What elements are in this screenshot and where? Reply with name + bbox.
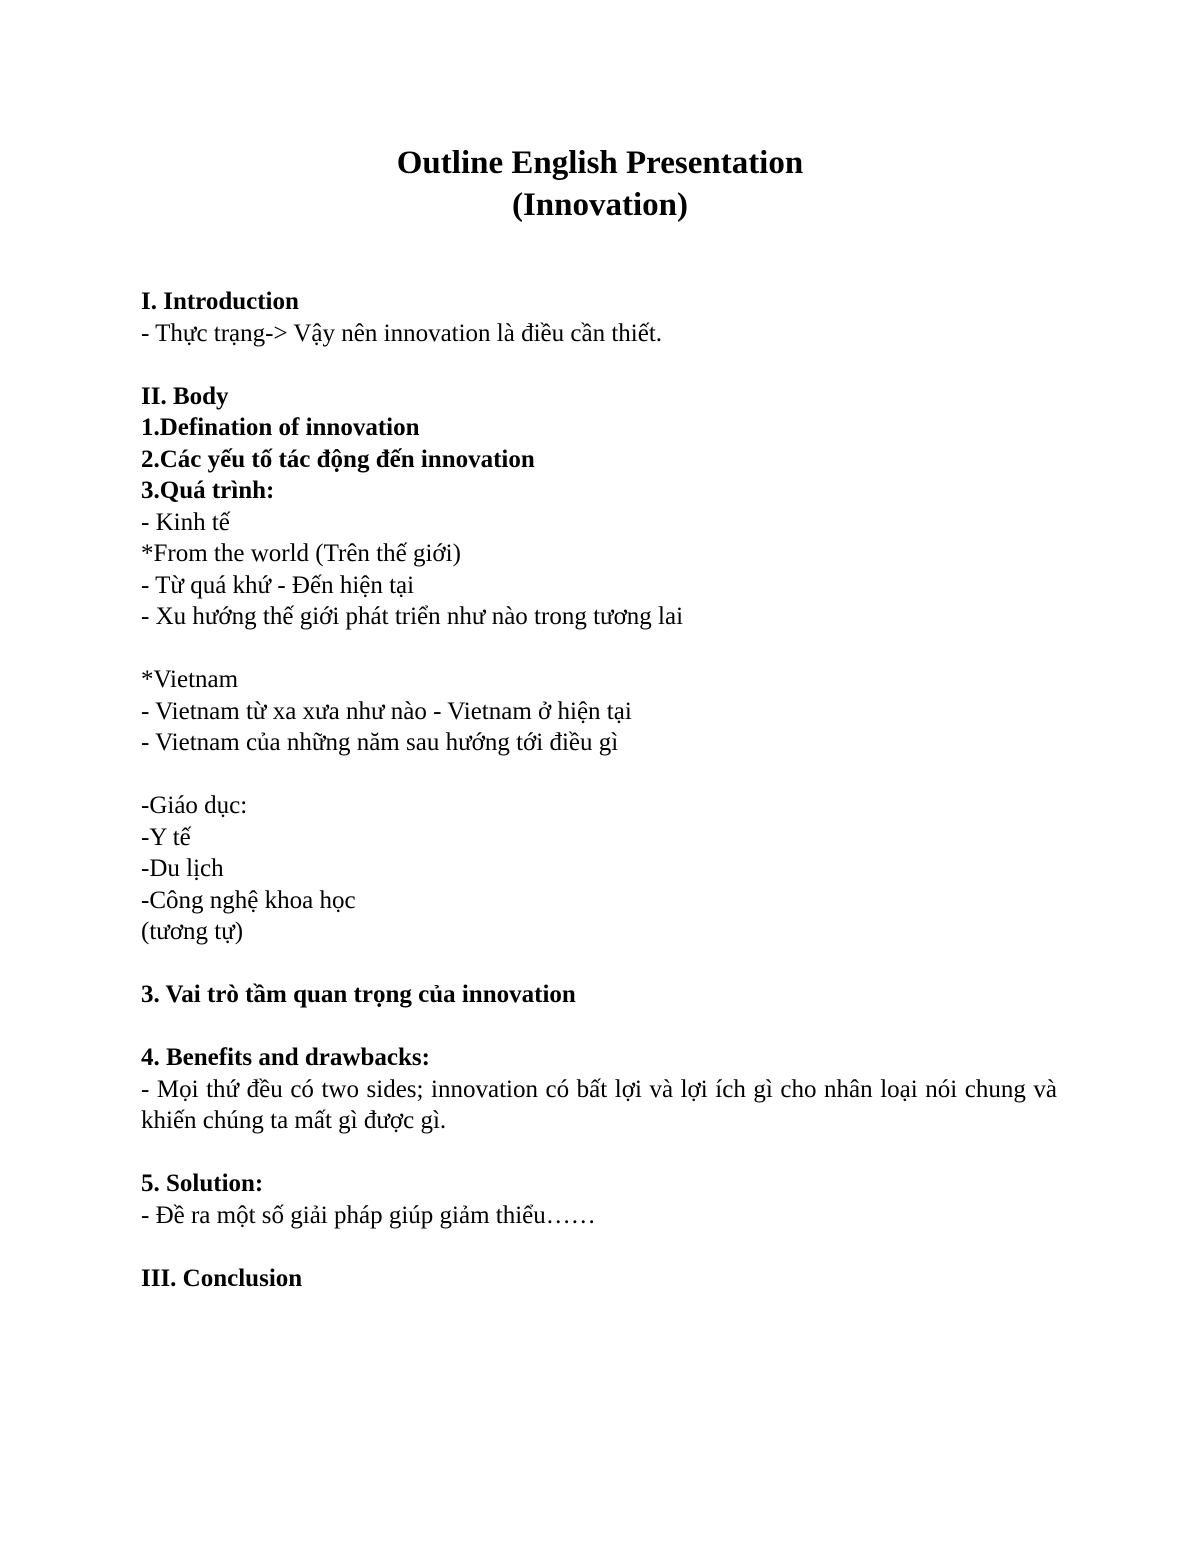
spacer bbox=[141, 633, 1057, 665]
world-heading: *From the world (Trên thế giới) bbox=[141, 540, 461, 567]
spacer bbox=[141, 1231, 1057, 1263]
definition-heading: 1.Defination of innovation bbox=[141, 414, 420, 441]
title-line-1: Outline English Presentation bbox=[396, 145, 804, 181]
benefits-heading: 4. Benefits and drawbacks: bbox=[141, 1044, 430, 1071]
vietnam-heading: *Vietnam bbox=[141, 666, 239, 693]
sector-item: -Du lịch bbox=[141, 855, 224, 882]
process-heading: 3.Quá trình: bbox=[141, 477, 275, 504]
spacer bbox=[141, 948, 1057, 980]
benefits-paragraph: - Mọi thứ đều có two sides; innovation có bất lợi và lợi ích gì cho nhân loại nói chung và khiến chúng ta mất gì được gì. bbox=[141, 1075, 1057, 1134]
conclusion-heading: III. Conclusion bbox=[141, 1264, 303, 1292]
sector-note: (tương tự) bbox=[141, 918, 244, 945]
role-heading: 3. Vai trò tầm quan trọng của innovation bbox=[141, 981, 576, 1008]
body-heading: II. Body bbox=[141, 382, 229, 410]
vietnam-item: - Vietnam từ xa xưa như nào - Vietnam ở hiện tại bbox=[141, 697, 632, 725]
spacer bbox=[141, 1137, 1057, 1169]
title-line-2: (Innovation) bbox=[511, 187, 689, 223]
world-item: - Từ quá khứ - Đến hiện tại bbox=[141, 571, 415, 599]
sector-item: -Công nghệ khoa học bbox=[141, 886, 356, 914]
sector-item: -Giáo dục: bbox=[141, 792, 248, 819]
sector-item: -Y tế bbox=[141, 823, 191, 851]
introduction-heading: I. Introduction bbox=[141, 288, 299, 315]
factors-heading: 2.Các yếu tố tác động đến innovation bbox=[141, 445, 535, 473]
solution-heading: 5. Solution: bbox=[141, 1170, 264, 1197]
introduction-item: - Thực trạng-> Vậy nên innovation là điều cần thiết. bbox=[141, 319, 663, 347]
document-body bbox=[141, 286, 1057, 1294]
spacer bbox=[141, 759, 1057, 791]
spacer bbox=[141, 1011, 1057, 1043]
spacer bbox=[141, 349, 1057, 381]
document-title bbox=[0, 142, 1200, 226]
vietnam-item: - Vietnam của những năm sau hướng tới điều gì bbox=[141, 729, 619, 756]
solution-item: - Đề ra một số giải pháp giúp giảm thiểu…… bbox=[141, 1201, 596, 1229]
economy-item: - Kinh tế bbox=[141, 508, 230, 536]
world-item: - Xu hướng thế giới phát triển như nào trong tương lai bbox=[141, 603, 684, 630]
